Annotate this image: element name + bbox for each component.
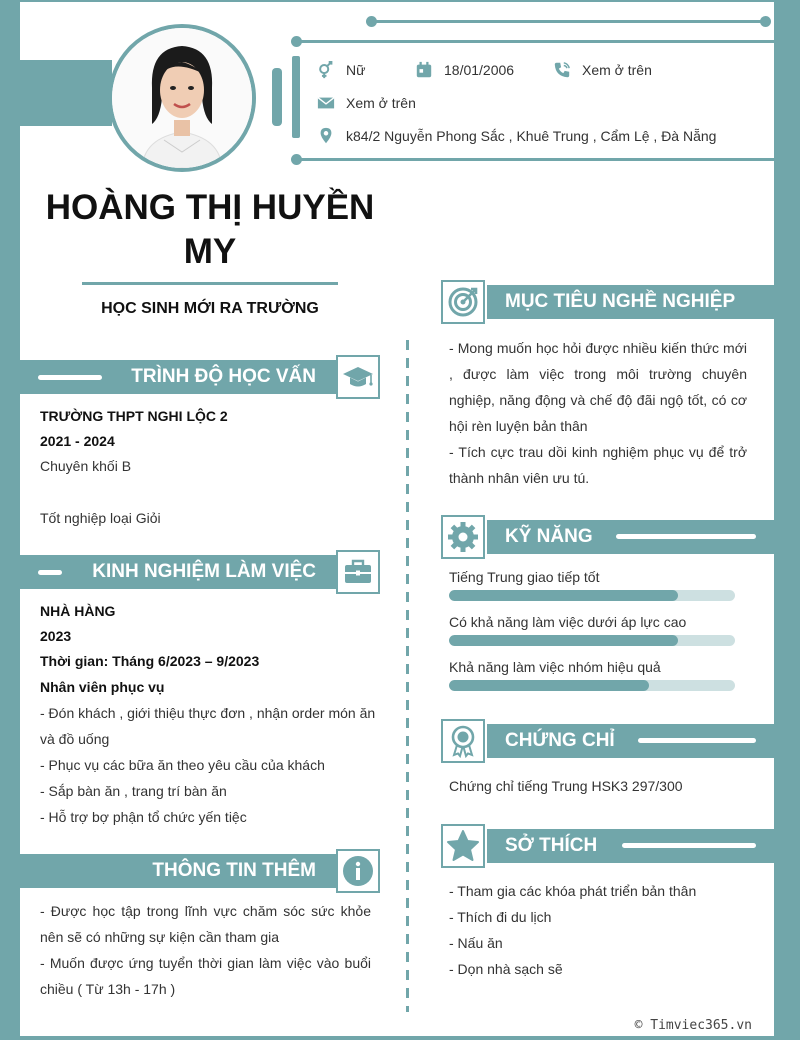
extra-info-item: - Muốn được ứng tuyển thời gian làm việc vào buổi chiều ( Từ 13h - 17h ): [40, 955, 371, 997]
name-underline: [82, 282, 338, 285]
portrait-image: [112, 28, 252, 168]
extra-info-item: - Được học tập trong lĩnh vực chăm sóc sức khỏe nên sẽ có những sự kiện cần tham gia: [40, 903, 371, 945]
education-result: Tốt nghiệp loại Giỏi: [40, 510, 161, 526]
column-divider: [406, 340, 409, 1012]
education-major: Chuyên khối B: [40, 458, 132, 474]
avatar: [108, 24, 256, 172]
phone-icon: [552, 60, 572, 80]
objective-title: MỤC TIÊU NGHỀ NGHIỆP: [505, 291, 736, 312]
extra-info-title: THÔNG TIN THÊM: [152, 860, 316, 881]
email-row: [316, 93, 416, 113]
experience-role: Nhân viên phục vụ: [40, 679, 165, 695]
briefcase-icon: [341, 555, 375, 589]
experience-duty: - Phục vụ các bữa ăn theo yêu cầu của khách: [40, 757, 325, 773]
extra-info-header: [20, 854, 336, 888]
birthdate-row: [414, 60, 514, 80]
skills-icon-box: [441, 515, 485, 559]
skill-label: Khả năng làm việc nhóm hiệu quả: [449, 659, 661, 675]
education-period: 2021 - 2024: [40, 433, 115, 449]
experience-duty: - Sắp bàn ăn , trang trí bàn ăn: [40, 783, 227, 799]
hobby-item: - Nấu ăn: [449, 935, 503, 951]
header-accent-line: [616, 534, 756, 539]
header-accent-line: [638, 738, 756, 743]
target-icon: [446, 285, 480, 319]
skill-label: Có khả năng làm việc dưới áp lực cao: [449, 614, 687, 630]
hobby-item: - Dọn nhà sạch sẽ: [449, 961, 563, 977]
hobbies-icon-box: [441, 824, 485, 868]
header-accent-line: [38, 375, 102, 380]
experience-header: [20, 555, 336, 589]
experience-time: Thời gian: Tháng 6/2023 – 9/2023: [40, 653, 260, 669]
gender-value: Nữ: [346, 62, 366, 78]
certificates-icon-box: [441, 719, 485, 763]
certificate-item: Chứng chỉ tiếng Trung HSK3 297/300: [449, 778, 683, 794]
hobbies-title: SỞ THÍCH: [505, 835, 598, 856]
gender-row: [316, 60, 365, 80]
decor-line: [292, 56, 300, 138]
skills-title: KỸ NĂNG: [505, 526, 593, 547]
skill-bar: [449, 590, 735, 601]
calendar-icon: [414, 60, 434, 80]
header-band: [20, 60, 112, 126]
skill-bar-fill: [449, 635, 678, 646]
email-icon: [316, 93, 336, 113]
extra-info-icon-box: [336, 849, 380, 893]
decor-line: [272, 68, 282, 126]
email-value: Xem ở trên: [346, 95, 416, 111]
objective-item: - Tích cực trau dồi kinh nghiệm phục vụ để trở thành nhân viên ưu tú.: [449, 444, 747, 486]
star-icon: [446, 829, 480, 863]
decor-line: [296, 40, 774, 43]
footer-watermark: © Timviec365.vn: [634, 1018, 752, 1033]
address-row: [316, 126, 716, 146]
header-accent-line: [622, 843, 756, 848]
graduation-cap-icon: [341, 360, 375, 394]
education-school: TRƯỜNG THPT NGHI LỘC 2: [40, 408, 228, 424]
objective-header: [487, 285, 774, 319]
education-icon-box: [336, 355, 380, 399]
experience-icon-box: [336, 550, 380, 594]
decor-line: [296, 158, 774, 161]
phone-value: Xem ở trên: [582, 62, 652, 78]
header-band: [0, 2, 20, 1036]
header-accent-line: [38, 570, 62, 575]
decor-line: [372, 20, 766, 23]
gear-icon: [446, 520, 480, 554]
gender-icon: [316, 60, 336, 80]
birthdate-value: 18/01/2006: [444, 62, 515, 78]
certificates-title: CHỨNG CHỈ: [505, 730, 615, 751]
experience-title: KINH NGHIỆM LÀM VIỆC: [92, 561, 316, 582]
award-badge-icon: [446, 724, 480, 758]
location-pin-icon: [316, 126, 336, 146]
education-title: TRÌNH ĐỘ HỌC VẤN: [131, 366, 316, 387]
skill-label: Tiếng Trung giao tiếp tốt: [449, 569, 600, 585]
experience-duty: - Đón khách , giới thiệu thực đơn , nhận order món ăn và đồ uống: [40, 705, 376, 747]
skill-bar: [449, 635, 735, 646]
objective-item: - Mong muốn học hỏi được nhiều kiến thức mới , được làm việc trong môi trường chuyên nghiệp, năng động và chế độ đãi ngộ tốt, có cơ hội rèn luyện bản thân: [449, 340, 747, 434]
skill-bar-fill: [449, 680, 649, 691]
skill-bar-fill: [449, 590, 678, 601]
decor-dot: [760, 16, 771, 27]
hobby-item: - Tham gia các khóa phát triển bản thân: [449, 883, 697, 899]
experience-company: NHÀ HÀNG: [40, 603, 116, 619]
objective-icon-box: [441, 280, 485, 324]
hobby-item: - Thích đi du lịch: [449, 909, 552, 925]
candidate-position: HỌC SINH MỚI RA TRƯỜNG: [101, 300, 319, 317]
right-edge-band: [774, 0, 800, 1040]
bottom-edge-band: [0, 1036, 800, 1040]
experience-duty: - Hỗ trợ bợ phận tổ chức yến tiệc: [40, 809, 247, 825]
info-icon: [341, 854, 375, 888]
address-value: k84/2 Nguyễn Phong Sắc , Khuê Trung , Cẩm Lệ , Đà Nẵng: [346, 128, 717, 144]
experience-year: 2023: [40, 628, 72, 644]
candidate-name: HOÀNG THỊ HUYỀN MY: [45, 188, 375, 271]
skill-bar: [449, 680, 735, 691]
phone-row: [552, 60, 652, 80]
